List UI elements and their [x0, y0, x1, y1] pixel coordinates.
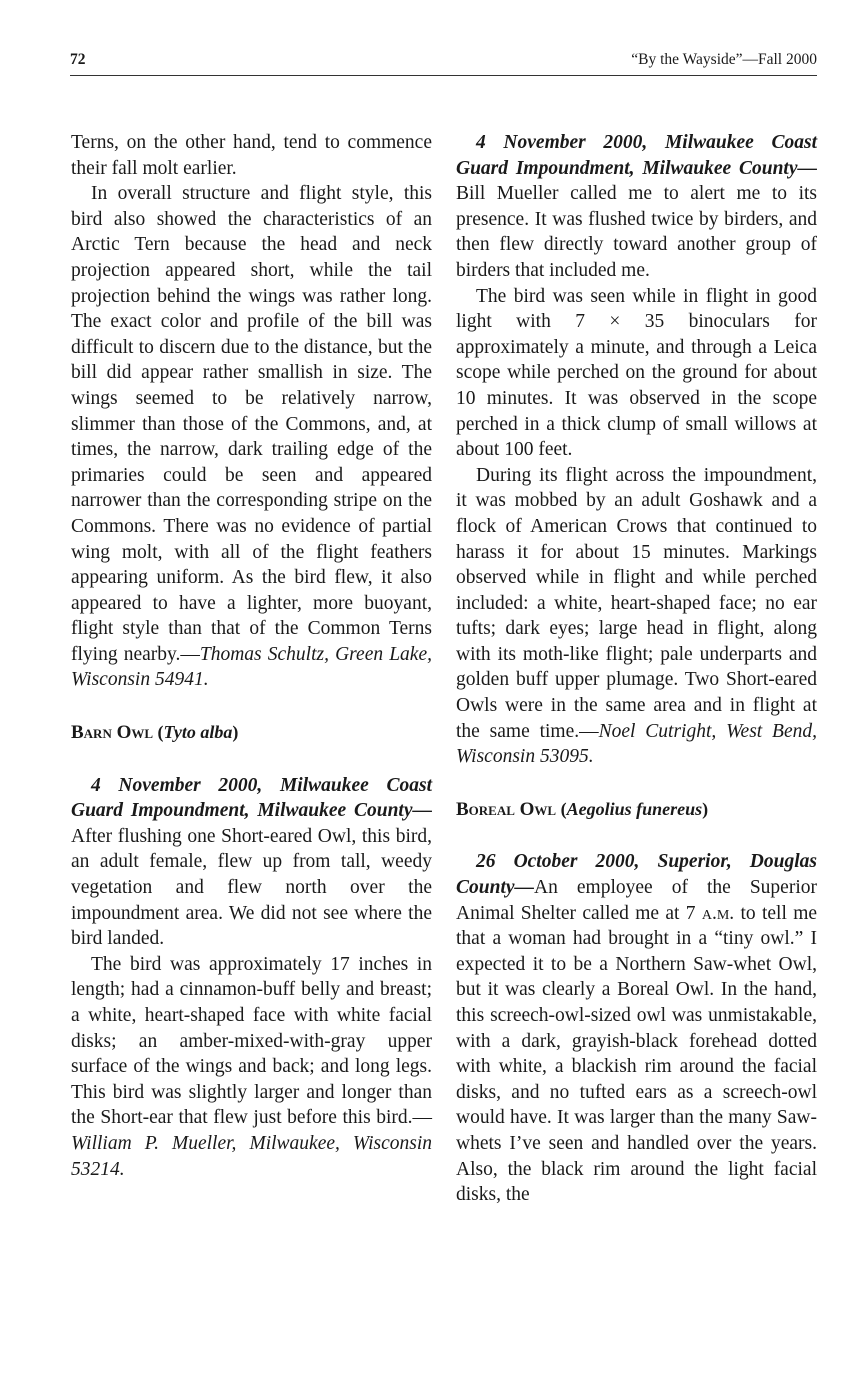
paragraph: Terns, on the other hand, tend to commence their fall molt earlier. [71, 132, 432, 179]
author-signature: Thomas Schultz, Green Lake, Wisconsin 54941. [71, 643, 432, 691]
author-signature: Noel Cutright, West Bend, Wisconsin 53095. [456, 720, 817, 768]
record-entry: 26 October 2000, Superior, Douglas County—An employee of the Superior Animal Shelter called me at 7 a.m. to tell me that a woman had brought in a “tiny owl.” I expected it to be a Northern Saw-whet Owl, but it was clearly a Boreal Owl. In the hand, this screech-owl-sized owl was unmistakable, with a dark, grayish-black forehead dotted with white, a blackish rim around the facial disks, and no tufted ears as a screech-owl would have. It was larger than the many Saw-whets I’ve seen and handled over the years. Also, the black rim around the light facial disks, the [456, 851, 818, 1206]
running-title: “By the Wayside”—Fall 2000 [631, 51, 817, 68]
paragraph: The bird was approximately 17 inches in length; had a cinnamon-buff belly and breast; a white, heart-shaped face with white facial disks; an amber-mixed-with-gray upper surface of the wings and back; and long legs. This bird was slightly larger and longer than the Short-ear that flew just before this bird.—William P. Mueller, Milwaukee, Wisconsin 53214. [71, 953, 432, 1180]
record-entry: 4 November 2000, Milwaukee Coast Guard Impoundment, Milwaukee County—After flushing one Short-eared Owl, this bird, an adult female, flew up from tall, weedy vegetation and flew north over the impoundment area. We did not see where the bird landed. [71, 774, 432, 950]
species-heading: Boreal Owl (Aegolius funereus) [456, 798, 709, 820]
right-column [456, 130, 817, 1208]
paragraph: In overall structure and flight style, this bird also showed the characteristics of an Arctic Tern because the head and neck projection appeared short, while the tail projection behind the wings was rather long. The exact color and profile of the bill was difficult to discern due to the distance, but the bill did appear rather smallish in size. The wings seemed to be relatively narrow, slimmer than those of the Commons, and, at times, the narrow, dark trailing edge of the primaries could be seen and appeared narrower than the corresponding stripe on the Commons. There was no evidence of partial wing molt, with all of the flight feathers appearing uniform. As the bird flew, it also appeared to have a lighter, more buoyant, flight style than that of the Common Terns flying nearby.—Thomas Schultz, Green Lake, Wisconsin 54941. [71, 183, 432, 691]
running-header [70, 51, 817, 69]
entry-dateline: 4 November 2000, Milwaukee Coast Guard Impoundment, Milwaukee County— [71, 774, 432, 822]
author-signature: William P. Mueller, Milwaukee, Wisconsin 53214. [71, 1132, 432, 1180]
entry-dateline: 4 November 2000, Milwaukee Coast Guard Impoundment, Milwaukee County— [456, 132, 817, 179]
paragraph: The bird was seen while in flight in good light with 7 × 35 binoculars for approximately a minute, and through a Leica scope while perched on the ground for about 10 minutes. It was observed in the scope perched in a thick clump of small willows at about 100 feet. [456, 285, 817, 461]
entry-dateline: 26 October 2000, Superior, Douglas County— [456, 851, 817, 899]
header-rule [70, 75, 817, 76]
left-column [71, 130, 432, 1182]
record-entry: 4 November 2000, Milwaukee Coast Guard Impoundment, Milwaukee County—Bill Mueller called me to alert me to its presence. It was flushed twice by birders, and then flew directly toward another group of birders that included me. [456, 132, 817, 281]
species-heading: Barn Owl (Tyto alba) [71, 722, 239, 744]
paragraph: During its flight across the impoundment, it was mobbed by an adult Goshawk and a flock of American Crows that continued to harass it for about 15 minutes. Markings observed while in flight and while perched included: a white, heart-shaped face; no ear tufts; dark eyes; large head in flight, along with its moth-like flight; pale underparts and golden buff upper plumage. Two Short-eared Owls were in the same area and in flight at the same time.—Noel Cutright, West Bend, Wisconsin 53095. [456, 464, 817, 768]
page-number: 72 [70, 51, 86, 68]
